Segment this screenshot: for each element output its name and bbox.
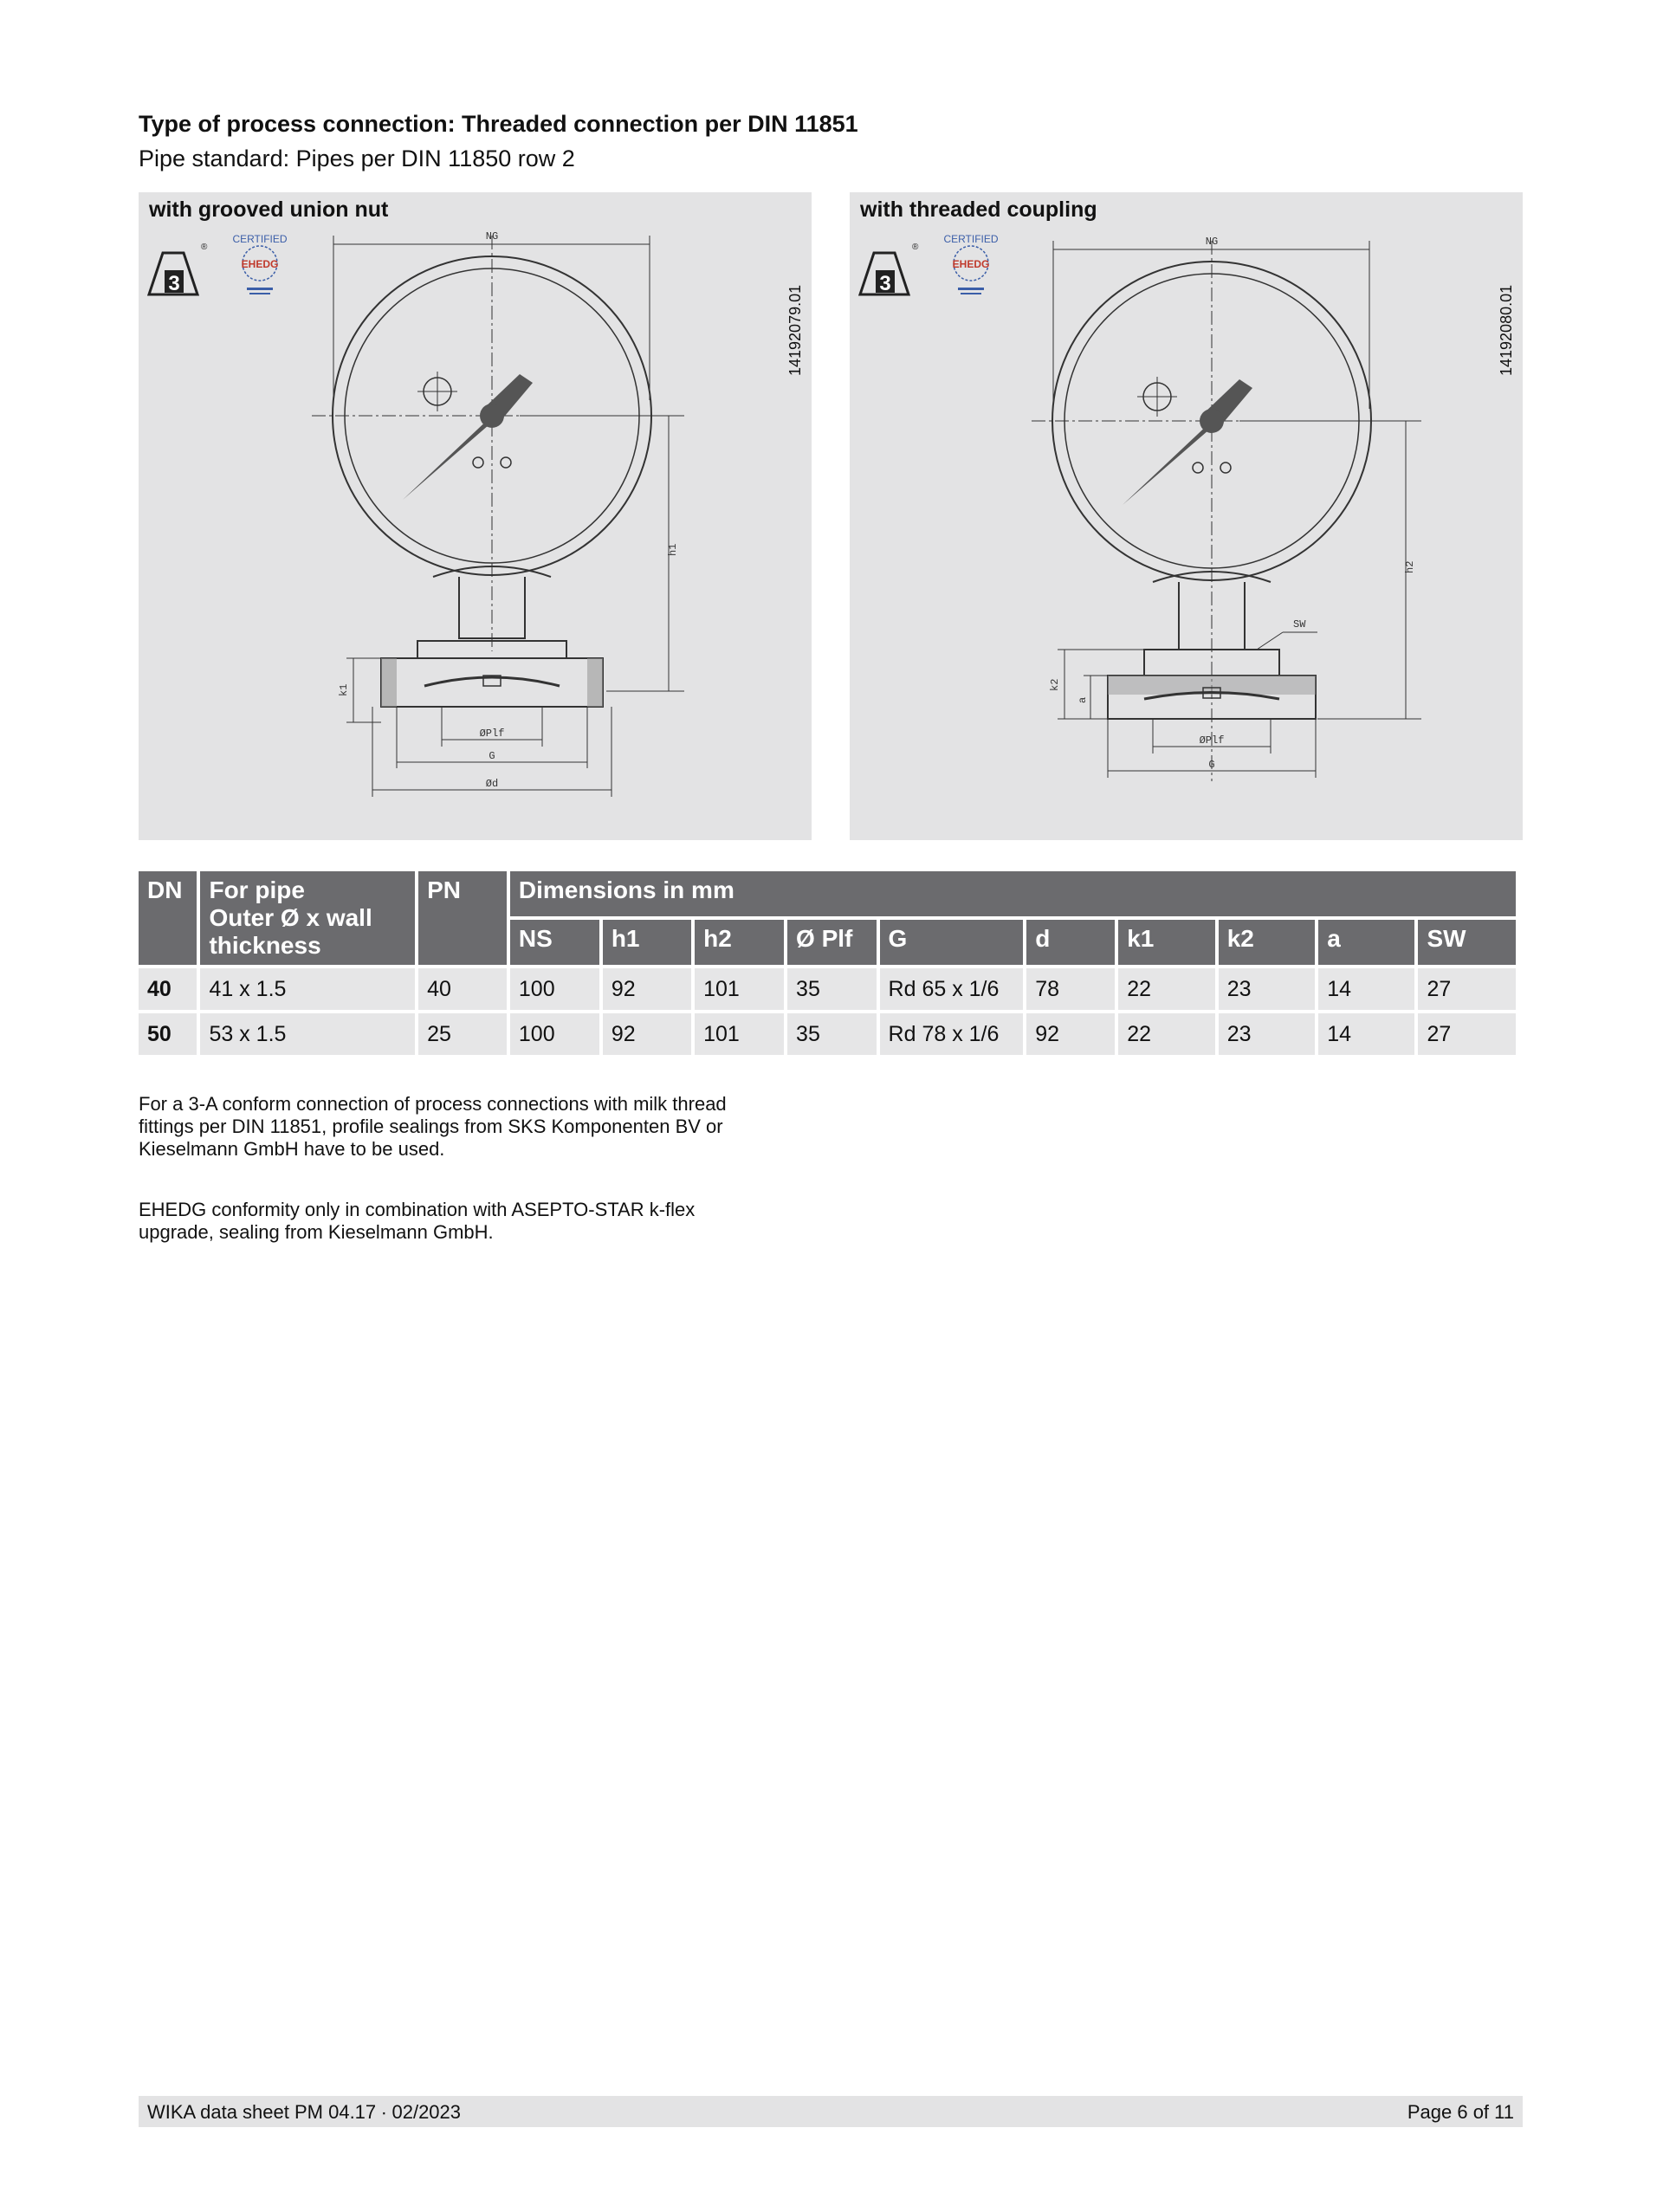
table-cell: 101 <box>695 968 784 1010</box>
label-ng: NG <box>485 230 499 243</box>
label-ng: NG <box>1205 236 1219 248</box>
panel-title: with grooved union nut <box>149 197 389 222</box>
label-plf: ØPlf <box>479 728 505 740</box>
table-row <box>139 968 1516 1010</box>
drawing-number: 14192080.01 <box>1498 284 1515 376</box>
3a-logo-number: 3 <box>168 272 180 295</box>
col-header-dim: k2 <box>1219 920 1315 965</box>
label-k2: k2 <box>1049 678 1061 691</box>
table-cell: 22 <box>1118 968 1214 1010</box>
table-cell: 22 <box>1118 1013 1214 1055</box>
col-header-dim: h1 <box>603 920 691 965</box>
col-header-pn: PN <box>418 871 507 965</box>
table-cell: 100 <box>510 968 599 1010</box>
page-subtitle: Pipe standard: Pipes per DIN 11850 row 2 <box>139 146 575 171</box>
col-header-dim: G <box>880 920 1024 965</box>
ehedg-text: EHEDG <box>952 258 990 270</box>
table-cell: 14 <box>1318 968 1414 1010</box>
col-header-dim: h2 <box>695 920 784 965</box>
ehedg-logo-icon <box>232 233 287 294</box>
table-cell: 23 <box>1219 1013 1315 1055</box>
ehedg-logo-icon <box>943 233 998 294</box>
3a-logo-icon <box>149 243 208 295</box>
page-footer <box>139 2096 1523 2127</box>
table-cell: 53 x 1.5 <box>200 1013 415 1055</box>
footer-datasheet-ref: WIKA data sheet PM 04.17 ∙ 02/2023 <box>147 2101 462 2123</box>
3a-logo-number: 3 <box>879 272 891 295</box>
table-cell: 25 <box>418 1013 507 1055</box>
label-plf: ØPlf <box>1199 734 1225 747</box>
col-header-dn: DN <box>139 871 197 965</box>
table-cell: 92 <box>603 1013 691 1055</box>
panel-title: with threaded coupling <box>860 197 1097 222</box>
col-header-dim: a <box>1318 920 1414 965</box>
table-cell: 27 <box>1418 1013 1516 1055</box>
table-cell: 78 <box>1026 968 1115 1010</box>
table-cell: 23 <box>1219 968 1315 1010</box>
label-g: G <box>489 750 495 762</box>
drawing-panel-threaded-coupling <box>850 192 1523 840</box>
svg-text:®: ® <box>201 243 208 252</box>
label-h1: h1 <box>667 543 679 556</box>
col-header-dim: SW <box>1418 920 1516 965</box>
col-header-dim: k1 <box>1118 920 1214 965</box>
table-cell: 100 <box>510 1013 599 1055</box>
ehedg-certified-text: CERTIFIED <box>232 233 288 245</box>
gauge-drawing-threaded-coupling <box>850 192 1523 840</box>
label-g: G <box>1208 759 1215 771</box>
col-header-pipe: For pipe Outer Ø x wall thickness <box>200 871 415 965</box>
gauge-drawing-union-nut <box>139 192 812 840</box>
3a-logo-icon <box>860 243 919 295</box>
table-cell: 50 <box>139 1013 197 1055</box>
table-cell: 92 <box>1026 1013 1115 1055</box>
drawing-number: 14192079.01 <box>786 284 804 376</box>
label-d: Ød <box>485 778 499 790</box>
dimensions-table <box>135 868 1519 1058</box>
table-cell: 40 <box>139 968 197 1010</box>
table-cell: 40 <box>418 968 507 1010</box>
col-header-dimensions: Dimensions in mm <box>510 871 1516 916</box>
note-ehedg-conformity: EHEDG conformity only in combination with ASEPTO-STAR k-flex upgrade, sealing from Kieselmann GmbH. <box>139 1199 696 1243</box>
label-h2: h2 <box>1404 560 1416 573</box>
table-cell: 27 <box>1418 968 1516 1010</box>
col-header-dim: d <box>1026 920 1115 965</box>
col-header-dim: Ø Plf <box>787 920 877 965</box>
ehedg-text: EHEDG <box>241 258 279 270</box>
col-header-dim: NS <box>510 920 599 965</box>
label-a: a <box>1077 696 1089 703</box>
table-cell: 35 <box>787 1013 877 1055</box>
label-sw: SW <box>1293 618 1306 631</box>
note-3a-conformity: For a 3-A conform connection of process connections with milk thread fittings per DIN 11851, profile sealings from SKS Komponenten BV or Kieselmann GmbH have to be used. <box>139 1093 727 1160</box>
table-cell: 35 <box>787 968 877 1010</box>
table-cell: 101 <box>695 1013 784 1055</box>
table-cell: 14 <box>1318 1013 1414 1055</box>
table-row <box>139 1013 1516 1055</box>
svg-text:®: ® <box>912 243 919 252</box>
table-cell: Rd 78 x 1/6 <box>880 1013 1024 1055</box>
label-k1: k1 <box>338 683 350 696</box>
table-cell: 41 x 1.5 <box>200 968 415 1010</box>
table-body <box>139 968 1516 1055</box>
drawing-panel-grooved-union-nut <box>139 192 812 840</box>
ehedg-certified-text: CERTIFIED <box>943 233 999 245</box>
table-cell: Rd 65 x 1/6 <box>880 968 1024 1010</box>
page-title: Type of process connection: Threaded connection per DIN 11851 <box>139 111 858 137</box>
table-cell: 92 <box>603 968 691 1010</box>
footer-page-number: Page 6 of 11 <box>1407 2101 1514 2123</box>
